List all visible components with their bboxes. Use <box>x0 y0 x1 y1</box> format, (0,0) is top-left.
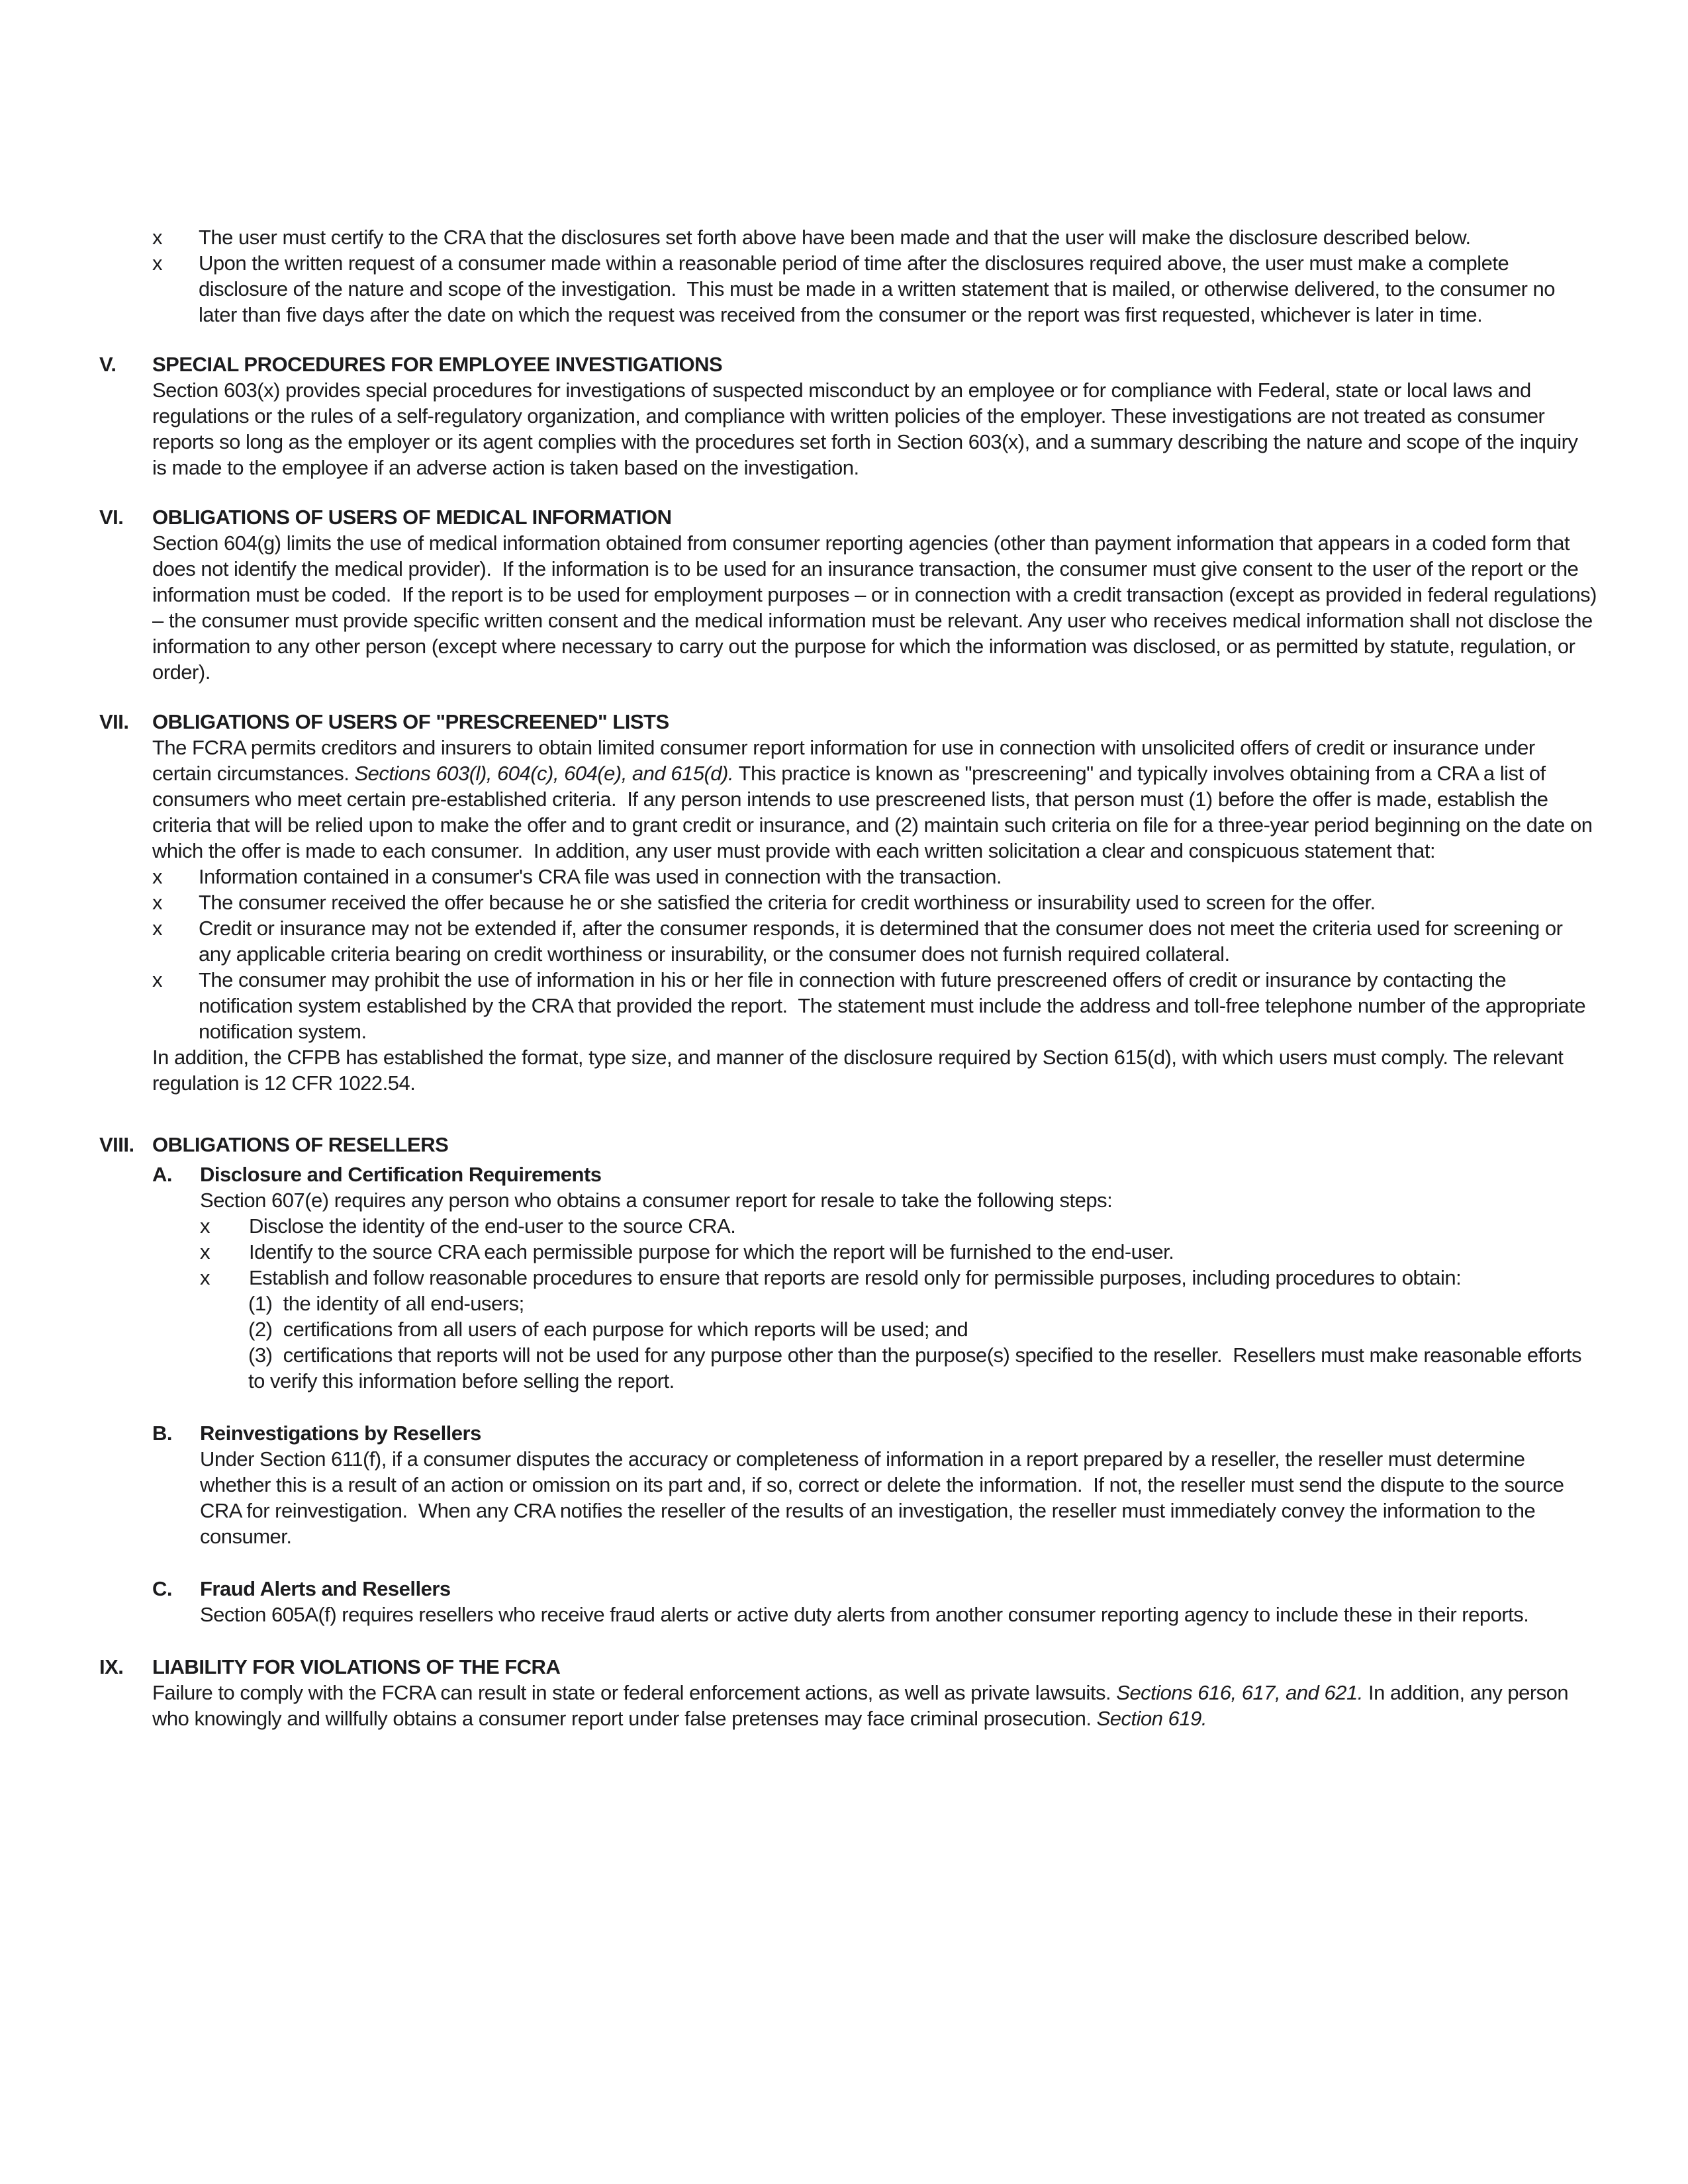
text-segment: This practice is known as "prescreening" and typically involves obtaining from a CRA a list of consumers who meet certain pre-established criteria. If any person intends to use prescreened lists, that person must (1) before the offer is made, establish the criteria that will be relied upon to make the offer and to grant credit or insurance, and (2) maintain such criteria on file for a three-year period beginning on the date on which the offer is made to each consumer. In addition, any user must provide with each written solicitation a clear and conspicuous statement that: <box>152 762 1593 862</box>
text-segment: Sections 603(l), 604(c), 604(e), and 615(d). <box>354 762 733 785</box>
paragraph <box>200 1187 1597 1213</box>
paragraph <box>152 530 1597 685</box>
text-segment: In addition, any person who knowingly and willfully obtains a consumer report under false pretenses may face criminal prosecution. <box>152 1681 1569 1730</box>
intro-section <box>99 224 1597 328</box>
subsection-body <box>200 1161 1597 1394</box>
text-segment: Failure to comply with the FCRA can result in state or federal enforcement actions, as well as private lawsuits. <box>152 1681 1117 1704</box>
subsection-title: Fraud Alerts and Resellers <box>200 1577 451 1600</box>
section-number: VIII. <box>99 1133 134 1156</box>
section-sec-vii <box>99 709 1597 1096</box>
section-body <box>152 351 1597 480</box>
bullet-text <box>199 224 1597 250</box>
list-item <box>152 889 1597 915</box>
bullet-text <box>249 1265 1597 1291</box>
section-sec-vi <box>99 504 1597 685</box>
bullet-text <box>249 1239 1597 1265</box>
bullet-text <box>199 864 1597 889</box>
text-segment: The user must certify to the CRA that the disclosures set forth above have been made and that the user will make the disclosure described below. <box>199 226 1471 249</box>
intro-body <box>152 224 1597 328</box>
bullet-list <box>200 1213 1597 1291</box>
bullet-text <box>249 1213 1597 1239</box>
section-number: IX. <box>99 1655 124 1678</box>
bullet-text <box>199 967 1597 1044</box>
bullet-marker: x <box>152 251 162 275</box>
subsection-title: Reinvestigations by Resellers <box>200 1422 481 1445</box>
paragraph <box>152 1680 1597 1731</box>
numbered-item: (1) the identity of all end-users; <box>248 1292 524 1315</box>
list-item <box>200 1265 1597 1291</box>
list-item <box>152 224 1597 250</box>
subsection-c <box>152 1576 1597 1627</box>
list-item <box>200 1213 1597 1239</box>
text-segment: Under Section 611(f), if a consumer disputes the accuracy or completeness of information in a report prepared by a reseller, the reseller must determine whether this is a result of an action or omission on its part and, if so, correct or delete the information. If not, the reseller must send the dispute to the source CRA for reinvestigation. When any CRA notifies the reseller of the results of an investigation, the reseller must immediately convey the information to the consumer. <box>200 1447 1564 1548</box>
text-segment: Sections 616, 617, and 621. <box>1116 1681 1363 1704</box>
text-segment: Upon the written request of a consumer made within a reasonable period of time after the disclosures required above, the user must make a complete disclosure of the nature and scope of the investigation. This must be made in a written statement that is mailed, or otherwise delivered, to the consumer no later than five days after the date on which the request was received from the consumer or the report was first requested, whichever is later in time. <box>199 251 1556 326</box>
subsection-body <box>200 1576 1597 1627</box>
bullet-list <box>152 224 1597 328</box>
section-number: VII. <box>99 710 129 733</box>
list-item <box>152 250 1597 328</box>
section-title: LIABILITY FOR VIOLATIONS OF THE FCRA <box>152 1655 561 1678</box>
section-body <box>152 709 1597 1096</box>
subsection-letter: A. <box>152 1163 172 1186</box>
bullet-marker: x <box>152 917 162 940</box>
bullet-marker: x <box>200 1266 210 1289</box>
text-segment: Identify to the source CRA each permissible purpose for which the report will be furnished to the end-user. <box>249 1240 1174 1263</box>
list-item <box>200 1239 1597 1265</box>
bullet-list <box>152 864 1597 1044</box>
text-segment: Establish and follow reasonable procedures to ensure that reports are resold only for permissible purposes, including procedures to obtain: <box>249 1266 1462 1289</box>
subsection-letter: C. <box>152 1577 172 1600</box>
text-segment: Section 607(e) requires any person who obtains a consumer report for resale to take the following steps: <box>200 1189 1113 1212</box>
subsection-body <box>200 1420 1597 1549</box>
section-sec-ix <box>99 1654 1597 1731</box>
bullet-marker: x <box>200 1240 210 1263</box>
text-segment: Section 604(g) limits the use of medical information obtained from consumer reporting agencies (other than payment information that appears in a coded form that does not identify the medical provider). If the information is to be used for an insurance transaction, the consumer must give consent to the user of the report or the information must be coded. If the report is to be used for employment purposes – or in connection with a credit transaction (except as provided in federal regulations) – the consumer must provide specific written consent and the medical information must be relevant. Any user who receives medical information shall not disclose the information to any other person (except where necessary to carry out the purpose for which the information was disclosed, or as permitted by statute, regulation, or order). <box>152 531 1597 684</box>
text-segment: The consumer received the offer because he or she satisfied the criteria for credit worthiness or insurability used to screen for the offer. <box>199 891 1376 914</box>
section-sec-v <box>99 351 1597 480</box>
bullet-marker: x <box>152 891 162 914</box>
text-segment: The consumer may prohibit the use of information in his or her file in connection with future prescreened offers of credit or insurance by contacting the notification system established by the CRA that provided the report. The statement must include the address and toll-free telephone number of the appropriate notification system. <box>199 968 1586 1043</box>
section-title: OBLIGATIONS OF USERS OF "PRESCREENED" LISTS <box>152 710 669 733</box>
bullet-marker: x <box>200 1214 210 1238</box>
numbered-list <box>200 1291 1597 1394</box>
section-title: OBLIGATIONS OF RESELLERS <box>152 1133 449 1156</box>
text-segment: In addition, the CFPB has established the format, type size, and manner of the disclosure required by Section 615(d), with which users must comply. The relevant regulation is 12 CFR 1022.54. <box>152 1046 1564 1095</box>
text-segment: Section 603(x) provides special procedures for investigations of suspected misconduct by an employee or for compliance with Federal, state or local laws and regulations or the rules of a self-regulatory organization, and compliance with written policies of the employer. These investigations are not treated as consumer reports so long as the employer or its agent complies with the procedures set forth in Section 603(x), and a summary describing the nature and scope of the inquiry is made to the employee if an adverse action is taken based on the investigation. <box>152 379 1578 479</box>
subsection-a <box>152 1161 1597 1394</box>
text-segment: Credit or insurance may not be extended if, after the consumer responds, it is determined that the consumer does not meet the criteria used for screening or any applicable criteria bearing on credit worthiness or insurability, or the consumer does not furnish required collateral. <box>199 917 1563 966</box>
list-item <box>152 967 1597 1044</box>
section-number: V. <box>99 353 117 376</box>
text-segment: Section 619. <box>1096 1707 1207 1730</box>
list-item <box>152 915 1597 967</box>
text-segment: Information contained in a consumer's CRA file was used in connection with the transaction. <box>199 865 1002 888</box>
paragraph <box>152 377 1597 480</box>
bullet-marker: x <box>152 865 162 888</box>
text-segment: Section 605A(f) requires resellers who receive fraud alerts or active duty alerts from another consumer reporting agency to include these in their reports. <box>200 1603 1529 1626</box>
subsection-title: Disclosure and Certification Requirements <box>200 1163 602 1186</box>
bullet-text <box>199 250 1597 328</box>
section-title: SPECIAL PROCEDURES FOR EMPLOYEE INVESTIGATIONS <box>152 353 723 376</box>
numbered-item: (3) certifications that reports will not be used for any purpose other than the purpose(s) specified to the reseller. Resellers must make reasonable efforts to verify this information before selling the report. <box>248 1343 1581 1392</box>
subsection-b <box>152 1420 1597 1549</box>
numbered-item: (2) certifications from all users of each purpose for which reports will be used; and <box>248 1318 968 1341</box>
list-item <box>152 864 1597 889</box>
text-segment: The FCRA permits creditors and insurers to obtain limited consumer report information for use in connection with unsolicited offers of credit or insurance under certain circumstances. <box>152 736 1535 785</box>
subsection-letter: B. <box>152 1422 172 1445</box>
bullet-text <box>199 889 1597 915</box>
section-number: VI. <box>99 506 124 529</box>
document-content <box>99 224 1597 1731</box>
paragraph <box>152 735 1597 864</box>
section-body <box>152 504 1597 685</box>
bullet-text <box>199 915 1597 967</box>
text-segment: Disclose the identity of the end-user to the source CRA. <box>249 1214 736 1238</box>
paragraph <box>200 1602 1597 1627</box>
bullet-marker: x <box>152 226 162 249</box>
section-body <box>152 1132 1597 1627</box>
section-title: OBLIGATIONS OF USERS OF MEDICAL INFORMATION <box>152 506 672 529</box>
section-sec-viii <box>99 1132 1597 1627</box>
section-body <box>152 1654 1597 1731</box>
paragraph <box>152 1044 1597 1096</box>
paragraph <box>200 1446 1597 1549</box>
bullet-marker: x <box>152 968 162 991</box>
